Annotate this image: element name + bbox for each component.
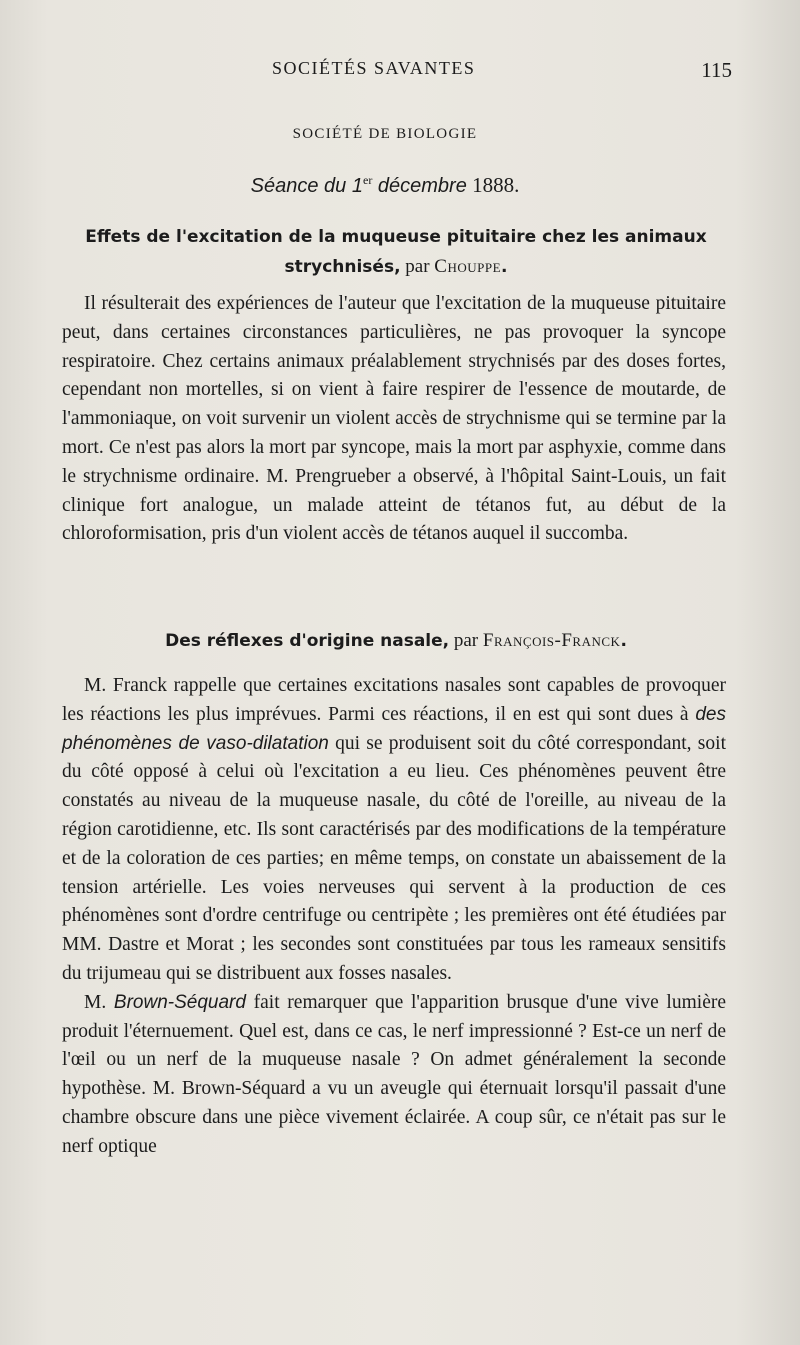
by-word-1: par (400, 256, 435, 277)
section-title-1: Effets de l'excitation de la muqueuse pituitaire chez les animaux strychnisés, (85, 227, 707, 277)
running-title: SOCIÉTÉS SAVANTES (272, 58, 476, 78)
section-title-2: Des réflexes d'origine nasale, (165, 631, 450, 651)
author-1: Chouppe (434, 256, 502, 277)
society-title: SOCIÉTÉ DE BIOLOGIE (292, 126, 478, 142)
period-2: . (620, 631, 627, 651)
session-month: décembre (372, 175, 467, 197)
session-date (60, 173, 710, 198)
session-prefix: Séance du 1 (250, 175, 363, 197)
page-number: 115 (701, 58, 732, 82)
section-body-2 (62, 672, 726, 1162)
paragraph: Il résulterait des expériences de l'auteur que l'excitation de la muqueuse pituitaire peut, dans certaines circonstances particulières, ne pas provoquer la syncope respiratoire. Chez certains animaux préalablement strychnisés par des doses fortes, cependant non mortelles, si on vient à faire respirer de l'essence de moutarde, de l'ammoniaque, on voit survenir un violent accès de strychnisme qui se termine par la mort. Ce n'est pas alors la mort par syncope, mais la mort par asphyxie, comme dans le strychnisme ordinaire. M. Prengrueber a observé, à l'hôpital Saint-Louis, un fait clinique fort analogue, un malade atteint de tétanos fut, au début de la chloroformisation, pris d'un violent accès de tétanos auquel il succomba. (62, 293, 726, 545)
section-body-1 (62, 290, 726, 549)
by-word-2: par (449, 630, 483, 651)
paragraph (62, 989, 726, 1162)
para1-text-a: M. Franck rappelle que certaines excitations nasales sont capables de provoquer les réactions les plus imprévues. Parmi ces réactions, il en est qui sont dues à (62, 675, 726, 725)
para1-italic: des phénomènes de vaso-dilatation (62, 703, 726, 754)
paragraph (62, 672, 726, 989)
period-1: . (501, 257, 508, 277)
section-heading-1 (60, 223, 732, 282)
session-sup: er (363, 173, 373, 187)
session-year: 1888. (466, 173, 520, 197)
running-header (60, 58, 732, 86)
para1-text-b: qui se produisent soit du côté correspondant, soit du côté opposé à celui où l'excitation a eu lieu. Ces phénomènes peuvent être constatés au niveau de la muqueuse nasale, du côté de l'oreille, au niveau de la région carotidienne, etc. Ils sont caractérisés par des modifications de la température et de la coloration de ces parties; en même temps, on constate un abaissement de la tension artérielle. Les voies nerveuses qui servent à la production de ces phénomènes sont d'ordre centrifuge ou centripète ; les premières ont été étudiées par MM. Dastre et Morat ; les secondes sont constituées par tous les rameaux sensitifs du trijumeau qui se distribuent aux fosses nasales. (62, 732, 726, 984)
para2-text-a: M. (84, 991, 114, 1013)
author-2: François-Franck (482, 630, 621, 651)
section-heading-2 (60, 626, 732, 656)
para2-italic: Brown-Séquard (113, 991, 246, 1013)
para2-text-b: fait remarquer que l'apparition brusque d'une vive lumière produit l'éternuement. Quel est, dans ce cas, le nerf impressionné ? Est-ce un nerf de l'œil ou un nerf de la muqueuse nasale ? On admet généralement la seconde hypothèse. M. Brown-Séquard a vu un aveugle qui éternuait lorsqu'il passait d'une chambre obscure dans une pièce vivement éclairée. A coup sûr, ce n'était pas sur le nerf optique (62, 991, 726, 1157)
